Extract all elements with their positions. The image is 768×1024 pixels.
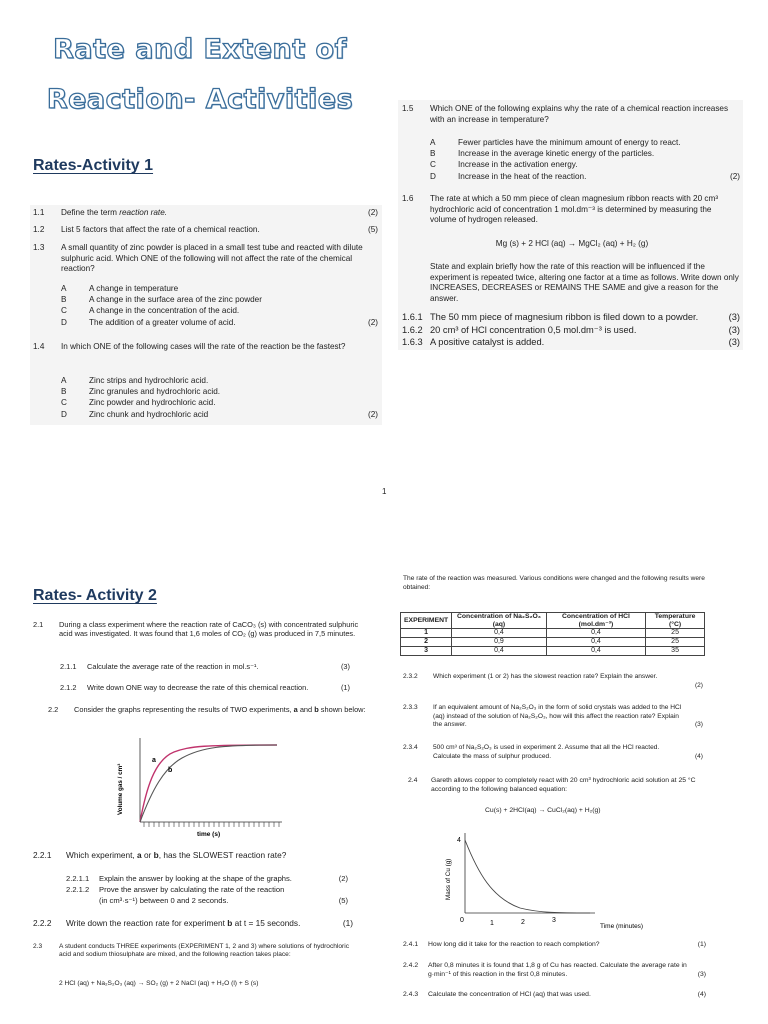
- instructions-1-6: State and explain briefly how the rate of this reaction will be influenced if the experiment is repeated twice, altering one factor at a time as follows. Write down only INCREASES, DECREASES or REMAINS THE SAME and give a reason for the answer.: [430, 262, 739, 303]
- question-number: 2.1: [33, 620, 44, 629]
- x-tick-label: 0: [460, 917, 464, 924]
- question-number: 1.2: [33, 225, 45, 234]
- option-text: Zinc chunk and hydrochloric acid: [89, 409, 209, 419]
- question-marks: (1): [697, 941, 706, 948]
- question-marks: (1): [342, 918, 353, 928]
- question-marks: (2): [338, 874, 348, 883]
- page-title-line-1: Rate and Extent of: [53, 34, 347, 65]
- question-text: The rate at which a 50 mm piece of clean magnesium ribbon reacts with 20 cm³ hydrochloric acid of concentration 1 mol.dm⁻³ is determined by measuring the volume of hydrogen released.: [430, 194, 719, 225]
- question-number: 1.4: [33, 342, 45, 351]
- question-text-part: or: [141, 850, 154, 860]
- option-text: Zinc powder and hydrochloric acid.: [89, 398, 216, 408]
- question-text: [61, 208, 167, 219]
- question-text-emphasis: reaction rate.: [119, 208, 168, 217]
- option-letter: A: [61, 376, 67, 385]
- x-tick-label: 1: [490, 920, 494, 927]
- question-number: 2.3.4: [403, 744, 418, 751]
- question-marks: (3): [697, 971, 706, 978]
- question-text-part: and: [297, 705, 315, 714]
- option-letter: C: [61, 398, 67, 408]
- option-text: A change in temperature: [89, 284, 179, 293]
- question-number: 1.6.2: [402, 325, 423, 335]
- sub-question: [402, 325, 740, 337]
- table-header-cell: EXPERIMENT: [401, 613, 452, 629]
- question-text-part: Define the term: [61, 208, 120, 217]
- table-cell: 0,4: [546, 647, 645, 656]
- question-number: 2.3.2: [403, 673, 418, 680]
- question-text-part: Which experiment,: [66, 850, 138, 860]
- question-marks: (3): [728, 312, 740, 322]
- question-text: Which experiment (1 or 2) has the slowest reaction rate? Explain the answer.: [433, 673, 658, 680]
- question-number: 2.2.1: [33, 850, 52, 860]
- question-1-3: [33, 243, 378, 279]
- option-item: [61, 306, 378, 317]
- question-2-1: [33, 620, 378, 650]
- table-cell: 1: [401, 629, 452, 638]
- table-cell: 0,4: [452, 629, 547, 638]
- option-item: [61, 284, 378, 295]
- option-item: [61, 410, 378, 421]
- option-letter: A: [430, 138, 436, 147]
- question-1-4: [33, 342, 378, 366]
- question-text-part: , has the SLOWEST reaction rate?: [158, 850, 287, 860]
- sub-question: [66, 896, 348, 908]
- table-cell: 0,4: [546, 638, 645, 647]
- mass-curve: [465, 840, 590, 913]
- question-number: 2.3.3: [403, 704, 418, 711]
- table-header-cell: Concentration of Na₂S₂O₃ (aq): [452, 613, 547, 629]
- question-number: 1.1: [33, 208, 45, 217]
- page-number: 1: [382, 487, 387, 496]
- sub-question: [403, 940, 706, 958]
- table-cell: 25: [646, 629, 705, 638]
- experiment-b-label: b: [153, 850, 159, 860]
- question-text: Calculate the concentration of HCl (aq) that was used.: [428, 991, 591, 998]
- sub-question: [402, 312, 740, 324]
- question-text: In which ONE of the following cases will the rate of the reaction be the fastest?: [61, 342, 346, 351]
- question-marks: (3): [728, 325, 740, 335]
- table-cell: 3: [401, 647, 452, 656]
- table-row: [401, 638, 705, 647]
- option-letter: D: [61, 409, 67, 419]
- question-text: Write down ONE way to decrease the rate of this chemical reaction.: [87, 683, 309, 692]
- question-text: The 50 mm piece of magnesium ribbon is filed down to a powder.: [430, 312, 699, 322]
- table-intro-2-3: The rate of the reaction was measured. Various conditions were changed and the following results were obtained:: [403, 575, 705, 591]
- question-text-part: shown below:: [318, 705, 366, 714]
- option-item: [61, 387, 378, 398]
- option-item: [61, 398, 378, 409]
- table-header-cell: Temperature (°C): [646, 613, 705, 629]
- question-number: 2.3: [33, 943, 43, 950]
- question-number: 1.3: [33, 243, 45, 252]
- question-marks: (3): [728, 337, 740, 347]
- experiment-table: [400, 612, 705, 656]
- question-number: 2.2.1.2: [66, 885, 90, 894]
- y-axis-label: Volume gas / cm³: [117, 763, 124, 815]
- option-text: A change in the surface area of the zinc powder: [89, 295, 262, 305]
- option-letter: B: [61, 295, 67, 305]
- x-tick-label: 3: [552, 917, 556, 924]
- curve-a-label: a: [152, 757, 156, 764]
- table-cell: 35: [646, 647, 705, 656]
- question-number: 2.2.2: [33, 918, 52, 928]
- question-1-6: [402, 194, 742, 230]
- option-letter: A: [61, 284, 67, 293]
- question-marks: (2): [367, 208, 378, 217]
- question-text: A small quantity of zinc powder is placed in a small test tube and reacted with dilute sulphuric acid. Which ONE of the following will not affect the rate of the chemical reaction?: [61, 243, 363, 274]
- option-text: Fewer particles have the minimum amount of energy to react.: [458, 138, 681, 147]
- question-text: After 0,8 minutes it is found that 1,8 g of Cu has reacted. Calculate the average rate in g·min⁻¹ of this reaction in the first 0,8 minutes.: [428, 962, 687, 978]
- question-text: Explain the answer by looking at the shape of the graphs.: [99, 874, 292, 883]
- sub-question: [403, 961, 706, 979]
- question-marks: (5): [338, 896, 348, 905]
- option-text: A change in the concentration of the acid.: [89, 306, 240, 316]
- option-text: Zinc strips and hydrochloric acid.: [89, 376, 209, 385]
- option-item: [61, 376, 378, 387]
- question-text: Prove the answer by calculating the rate of the reaction: [99, 885, 285, 894]
- option-item: [430, 160, 740, 171]
- question-number: 2.4.1: [403, 941, 419, 948]
- sub-question: [402, 337, 740, 349]
- question-1-5: [402, 104, 742, 128]
- table-header-cell: Concentration of HCl (mol.dm⁻³): [546, 613, 645, 629]
- option-text: The addition of a greater volume of acid.: [89, 317, 236, 327]
- option-item: [61, 295, 378, 306]
- option-letter: B: [430, 149, 436, 159]
- question-marks: (3): [694, 721, 703, 729]
- table-row: [401, 647, 705, 656]
- question-text: 500 cm³ of Na₂S₂O₃ is used in experiment 2. Assume that all the HCl reacted. Calculate the mass of sulphur produced.: [433, 744, 660, 760]
- sub-question: [60, 662, 350, 674]
- question-text: [66, 850, 286, 862]
- question-text: Gareth allows copper to completely react with 20 cm³ hydrochloric acid solution at 25 °C according to the following balanced equation:: [431, 777, 696, 793]
- question-marks: (3): [340, 662, 350, 671]
- question-2-2: [48, 705, 378, 727]
- x-tick-label: 2: [521, 919, 525, 926]
- question-marks: (1): [340, 683, 350, 692]
- question-number: 2.4.2: [403, 962, 419, 969]
- question-number: 1.5: [402, 104, 414, 113]
- question-text: [66, 918, 300, 929]
- option-marks: (2): [367, 409, 378, 419]
- question-number: 2.2: [48, 705, 59, 714]
- table-header-row: [401, 613, 705, 629]
- question-text-part: Consider the graphs representing the results of TWO experiments,: [74, 705, 294, 714]
- table-cell: 0,9: [452, 638, 547, 647]
- table-cell: 0,4: [452, 647, 547, 656]
- activity-1-heading: Rates-Activity 1: [33, 157, 154, 174]
- question-number: 2.2.1.1: [66, 874, 90, 883]
- question-text: List 5 factors that affect the rate of a chemical reaction.: [61, 225, 260, 234]
- question-text: During a class experiment where the reaction rate of CaCO₃ (s) with concentrated sulphuric acid was investigated. It was found that 1,6 moles of CO₂ (g) was produced in 7,5 minutes.: [59, 620, 359, 639]
- option-text: Increase in the activation energy.: [458, 160, 578, 170]
- table-cell: 0,4: [546, 629, 645, 638]
- x-axis-label: time (s): [197, 831, 221, 838]
- question-number: 1.6.1: [402, 312, 423, 322]
- question-text-part: at t = 15 seconds.: [232, 918, 301, 928]
- question-text: [74, 705, 374, 714]
- question-text: Calculate the average rate of the reaction in mol.s⁻¹.: [87, 662, 259, 671]
- x-axis-label: Time (minutes): [600, 923, 644, 930]
- question-number: 2.4: [408, 777, 418, 784]
- question-text: A positive catalyst is added.: [430, 337, 545, 347]
- table-body: [401, 629, 705, 656]
- sub-question: [403, 673, 703, 699]
- equation-2-4: Cu(s) + 2HCl(aq) → CuCl₂(aq) + H₂(g): [485, 807, 601, 814]
- question-number: 1.6: [402, 194, 414, 203]
- sub-question: [403, 990, 706, 1008]
- x-axis-ticks: [144, 822, 279, 827]
- question-text: (in cm³·s⁻¹) between 0 and 2 seconds.: [99, 896, 229, 905]
- question-number: 2.4.3: [403, 991, 419, 998]
- y-axis-label: Mass of Cu (g): [445, 858, 452, 900]
- table-row: [401, 629, 705, 638]
- question-number: 1.6.3: [402, 337, 423, 347]
- option-item: [430, 172, 740, 183]
- option-marks: (2): [367, 317, 378, 327]
- sub-question: [403, 704, 703, 730]
- page-title-line-2: Reaction- Activities: [46, 84, 354, 115]
- option-item: [61, 318, 378, 329]
- experiment-a-label: a: [293, 705, 298, 714]
- activity-2-heading: Rates- Activity 2: [33, 587, 157, 604]
- experiment-b-label: b: [227, 918, 233, 928]
- option-letter: B: [61, 387, 67, 397]
- equation-2-3: 2 HCl (aq) + Na₂S₂O₃ (aq) → SO₂ (g) + 2 NaCl (aq) + H₂O (l) + S (s): [59, 980, 259, 987]
- table-cell: 2: [401, 638, 452, 647]
- question-number: 2.1.2: [60, 683, 77, 692]
- curve-b: [140, 745, 277, 822]
- y-tick-label: 4: [457, 837, 461, 844]
- sub-question: [403, 744, 703, 770]
- option-letter: C: [430, 160, 436, 170]
- question-number: 2.1.1: [60, 662, 77, 671]
- mass-time-graph: [430, 828, 695, 933]
- question-text: How long did it take for the reaction to reach completion?: [428, 941, 600, 948]
- option-text: Zinc granules and hydrochloric acid.: [89, 387, 221, 397]
- question-text-part: Write down the reaction rate for experiment: [66, 918, 228, 928]
- volume-time-graph: [112, 730, 287, 840]
- sub-question: [60, 683, 350, 695]
- experiment-b-label: b: [314, 705, 319, 714]
- curve-a: [140, 745, 277, 822]
- question-text: If an equivalent amount of Na₂S₂O₃ in the form of solid crystals was added to the HCl (aq) instead of the solution of Na₂S₂O₃, how will this affect the reaction rate? Explain the answer.: [433, 704, 682, 729]
- question-text: 20 cm³ of HCl concentration 0,5 mol.dm⁻³ is used.: [430, 325, 637, 335]
- question-text: Which ONE of the following explains why the rate of a chemical reaction increases with an increase in temperature?: [430, 104, 729, 124]
- option-letter: D: [61, 317, 67, 327]
- option-letter: C: [61, 306, 67, 316]
- option-item: [430, 149, 740, 160]
- option-text: Increase in the heat of the reaction.: [458, 171, 587, 181]
- question-marks: (4): [697, 991, 706, 998]
- equation-1-6: Mg (s) + 2 HCl (aq) → MgCl₂ (aq) + H₂ (g): [495, 239, 649, 248]
- question-marks: (5): [367, 225, 378, 234]
- option-letter: D: [430, 171, 436, 181]
- question-text: A student conducts THREE experiments (EXPERIMENT 1, 2 and 3) where solutions of hydrochloric acid and sodium thiosulphate are mixed, and the following reaction takes place:: [59, 943, 350, 959]
- question-marks: (4): [694, 752, 703, 760]
- table-cell: 25: [646, 638, 705, 647]
- option-text: Increase in the average kinetic energy of the particles.: [458, 149, 655, 159]
- curve-b-label: b: [168, 767, 173, 774]
- experiment-a-label: a: [137, 850, 142, 860]
- option-marks: (2): [729, 171, 740, 181]
- option-item: [430, 138, 740, 149]
- question-marks: (2): [694, 681, 703, 689]
